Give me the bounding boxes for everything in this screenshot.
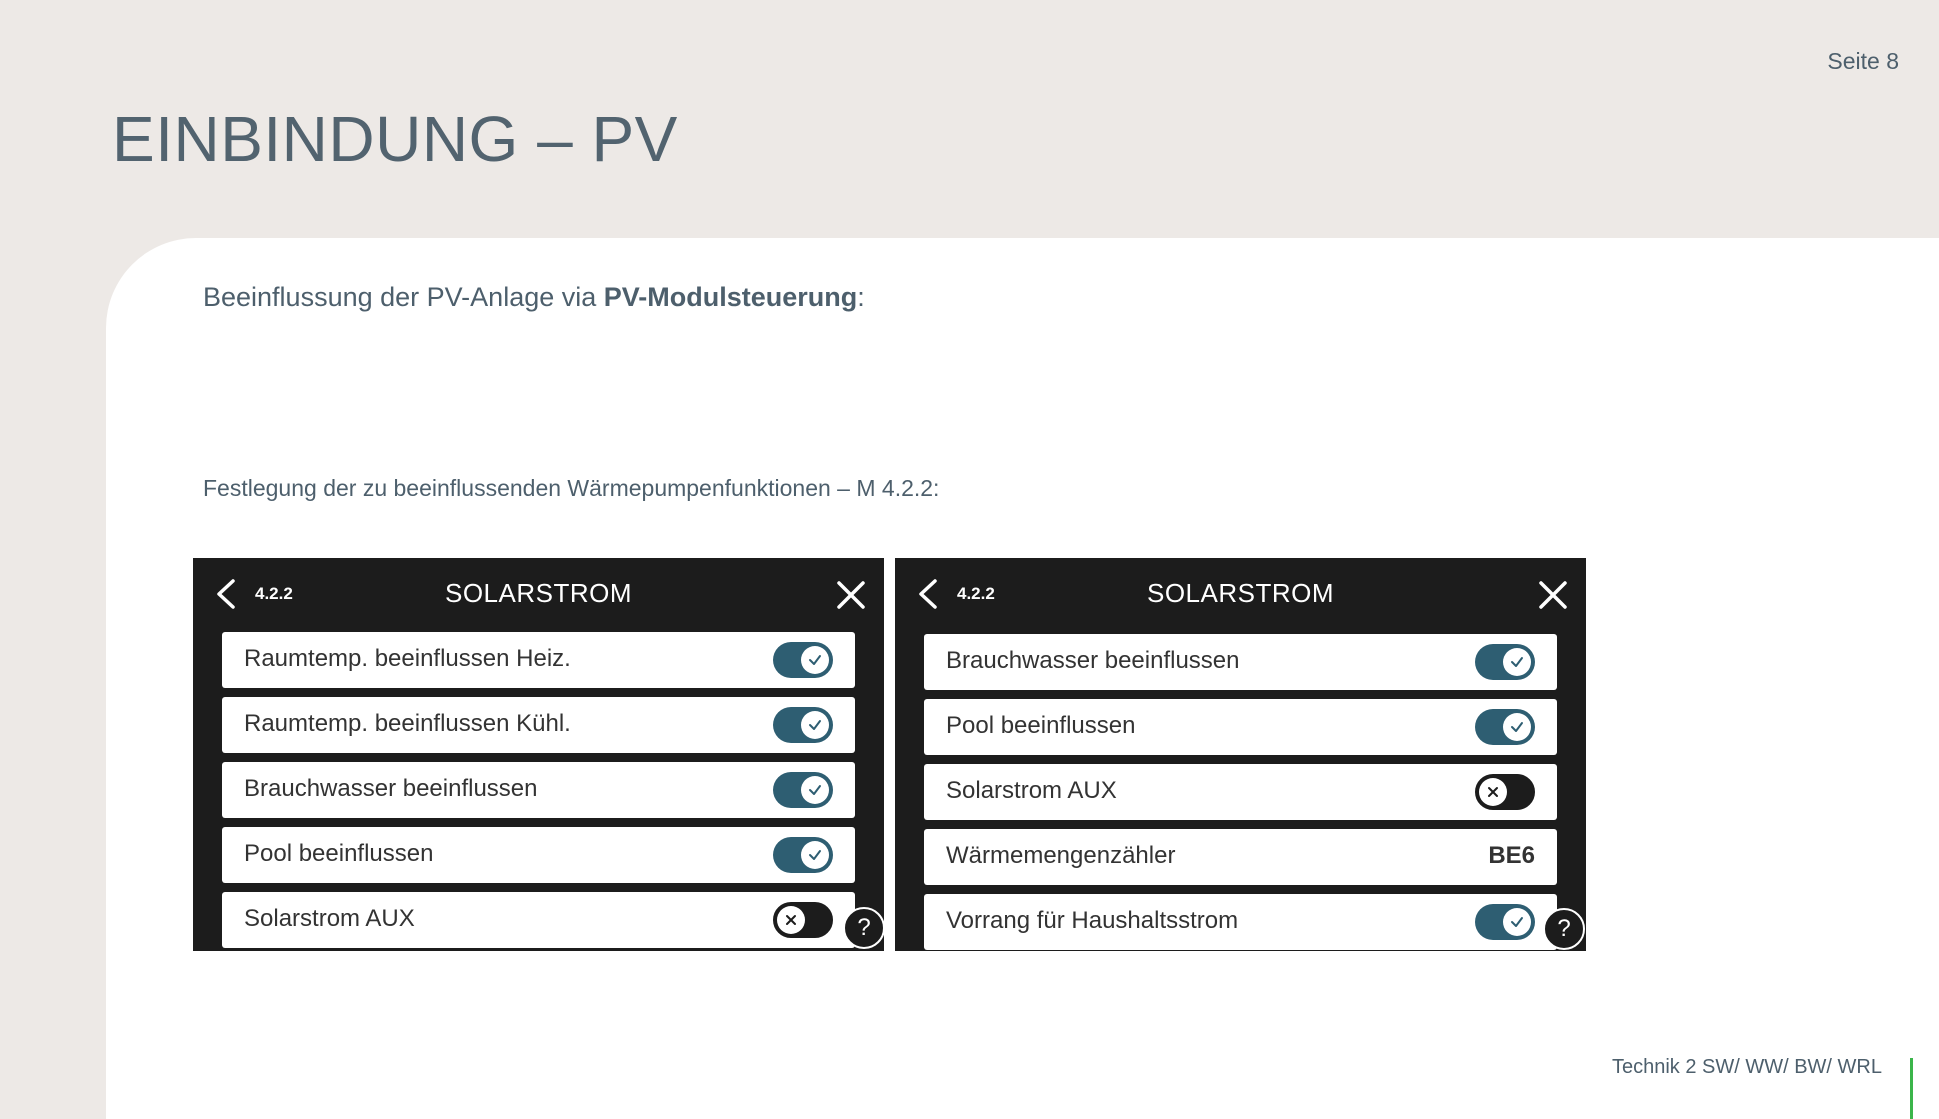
setting-row-pool[interactable]: [222, 827, 855, 883]
toggle-switch-on[interactable]: [1475, 709, 1535, 745]
menu-code: 4.2.2: [255, 584, 293, 603]
setting-row-waermemengenzaehler[interactable]: [924, 829, 1557, 885]
check-icon: [1503, 648, 1531, 676]
setting-row-solarstrom-aux[interactable]: [222, 892, 855, 948]
toggle-switch-on[interactable]: [773, 707, 833, 743]
check-icon: [1503, 908, 1531, 936]
subheading: Festlegung der zu beeinflussenden Wärmepumpenfunktionen – M 4.2.2:: [203, 475, 940, 501]
toggle-switch-on[interactable]: [1475, 644, 1535, 680]
check-icon: [801, 776, 829, 804]
setting-row-solarstrom-aux[interactable]: [924, 764, 1557, 820]
intro-prefix: Beeinflussung der PV-Anlage via: [203, 282, 604, 312]
setting-label: Solarstrom AUX: [946, 777, 1117, 804]
check-icon: [1503, 713, 1531, 741]
screen-header: [895, 558, 1586, 628]
page-number: Seite 8: [1827, 48, 1899, 74]
check-icon: [801, 711, 829, 739]
toggle-switch-on[interactable]: [773, 772, 833, 808]
setting-label: Raumtemp. beeinflussen Heiz.: [244, 645, 571, 672]
check-icon: [801, 646, 829, 674]
toggle-switch-on[interactable]: [773, 837, 833, 873]
help-icon[interactable]: ?: [843, 907, 884, 949]
setting-label: Solarstrom AUX: [244, 905, 415, 932]
setting-label: Brauchwasser beeinflussen: [244, 775, 538, 802]
menu-code: 4.2.2: [957, 584, 995, 603]
setting-row-raumtemp-heiz[interactable]: [222, 632, 855, 688]
solarstrom-screen-1: [193, 558, 884, 951]
setting-label: Pool beeinflussen: [244, 840, 434, 867]
setting-row-brauchwasser[interactable]: [222, 762, 855, 818]
screen-header: [193, 558, 884, 628]
help-icon[interactable]: ?: [1543, 908, 1585, 950]
close-icon[interactable]: [1538, 580, 1568, 610]
solarstrom-screen-2: [895, 558, 1586, 951]
intro-bold: PV-Modulsteuerung: [603, 282, 858, 312]
intro-line: [203, 282, 865, 313]
footer-text: Technik 2 SW/ WW/ BW/ WRL: [1611, 1056, 1882, 1078]
x-icon: [1479, 778, 1507, 806]
setting-row-pool[interactable]: [924, 699, 1557, 755]
footer-accent-bar: [1910, 1058, 1913, 1119]
toggle-switch-off[interactable]: [773, 902, 833, 938]
setting-label: Pool beeinflussen: [946, 712, 1136, 739]
check-icon: [801, 841, 829, 869]
screen-title: SOLARSTROM: [1146, 578, 1335, 608]
setting-row-brauchwasser[interactable]: [924, 634, 1557, 690]
toggle-switch-on[interactable]: [773, 642, 833, 678]
close-icon[interactable]: [836, 580, 866, 610]
setting-row-raumtemp-kuehl[interactable]: [222, 697, 855, 753]
setting-label: Raumtemp. beeinflussen Kühl.: [244, 710, 571, 737]
setting-value: BE6: [1488, 842, 1535, 869]
x-icon: [777, 906, 805, 934]
setting-row-vorrang-haushaltsstrom[interactable]: [924, 894, 1557, 950]
slide-title: EINBINDUNG – PV: [112, 103, 678, 175]
toggle-switch-off[interactable]: [1475, 774, 1535, 810]
intro-suffix: :: [857, 282, 865, 312]
setting-label: Vorrang für Haushaltsstrom: [946, 907, 1239, 934]
setting-label: Wärmemengenzähler: [946, 842, 1176, 869]
setting-label: Brauchwasser beeinflussen: [946, 647, 1240, 674]
screen-title: SOLARSTROM: [444, 578, 633, 608]
toggle-switch-on[interactable]: [1475, 904, 1535, 940]
